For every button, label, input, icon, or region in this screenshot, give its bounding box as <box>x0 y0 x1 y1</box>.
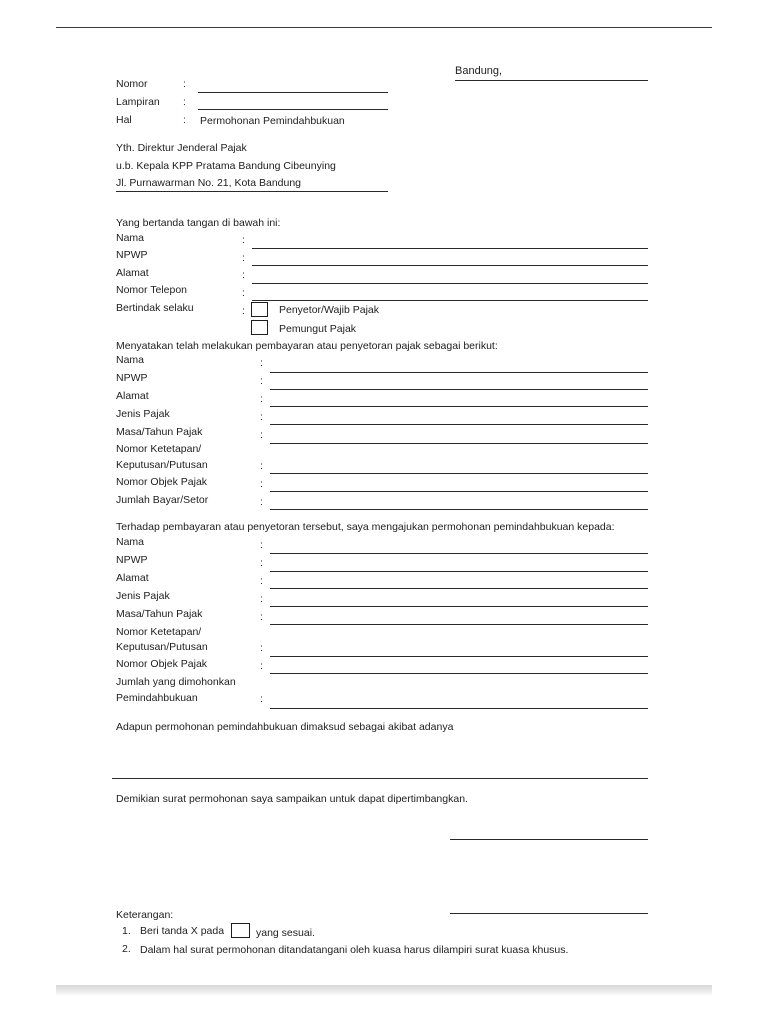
hal-value: Permohonan Pemindahbukuan <box>200 115 345 127</box>
s1-alamat-label: Alamat <box>116 267 149 279</box>
nomor-label: Nomor <box>116 78 148 90</box>
recipient-line2: u.b. Kepala KPP Pratama Bandung Cibeunying <box>116 160 336 172</box>
s2-alamat-label: Alamat <box>116 390 149 402</box>
s3-npwp-line[interactable] <box>270 571 648 572</box>
s3-jumlah-label2: Pemindahbukuan <box>116 692 198 704</box>
recipient-underline <box>116 191 388 192</box>
signature-line-1[interactable] <box>450 839 648 840</box>
s2-objek-line[interactable] <box>270 491 648 492</box>
s2-ketetapan-label: Nomor Ketetapan/ <box>116 443 202 455</box>
s3-alamat-colon: : <box>260 575 263 587</box>
s3-alamat-label: Alamat <box>116 572 149 584</box>
s1-alamat-colon: : <box>242 269 245 281</box>
s2-ketetapan-line[interactable] <box>270 473 648 474</box>
s1-bertindak-colon: : <box>242 305 245 317</box>
s3-ketetapan-line[interactable] <box>270 656 648 657</box>
date-line[interactable] <box>455 80 648 81</box>
hal-colon: : <box>183 114 186 126</box>
s1-telepon-label: Nomor Telepon <box>116 284 188 296</box>
s3-nama-line[interactable] <box>270 553 648 554</box>
notes-title: Keterangan: <box>116 909 174 921</box>
s1-telepon-colon: : <box>242 287 245 299</box>
option-penyetor-label: Penyetor/Wajib Pajak <box>279 304 379 316</box>
s2-ketetapan-colon: : <box>260 460 263 472</box>
notes-item2-text: Dalam hal surat permohonan ditandatangani oleh kuasa harus dilampiri surat kuasa khusus. <box>140 944 569 956</box>
s2-npwp-label: NPWP <box>116 372 148 384</box>
signature-line-2[interactable] <box>450 913 648 914</box>
s2-ketetapan-label2: Keputusan/Putusan <box>116 459 208 471</box>
s3-jenis-line[interactable] <box>270 606 648 607</box>
s3-jumlah-line[interactable] <box>270 708 648 709</box>
s2-objek-label: Nomor Objek Pajak <box>116 476 208 488</box>
notes-item1-num: 1. <box>122 925 131 937</box>
s1-npwp-label: NPWP <box>116 249 148 261</box>
s1-nama-line[interactable] <box>252 248 648 249</box>
nomor-colon: : <box>183 78 186 90</box>
s3-jenis-colon: : <box>260 593 263 605</box>
checkbox-penyetor[interactable] <box>251 302 268 317</box>
s2-nama-line[interactable] <box>270 372 648 373</box>
s3-npwp-colon: : <box>260 557 263 569</box>
notes-item2-num: 2. <box>122 943 131 955</box>
lampiran-line[interactable] <box>198 109 388 110</box>
s1-nama-label: Nama <box>116 232 145 244</box>
reason-line[interactable] <box>112 778 648 779</box>
scan-bottom-edge <box>56 985 712 996</box>
s1-bertindak-label: Bertindak selaku <box>116 302 194 314</box>
s3-alamat-line[interactable] <box>270 588 648 589</box>
s2-nama-label: Nama <box>116 354 145 366</box>
s3-jumlah-label: Jumlah yang dimohonkan <box>116 676 236 688</box>
city-label: Bandung, <box>455 65 503 77</box>
s2-objek-colon: : <box>260 478 263 490</box>
lampiran-label: Lampiran <box>116 96 160 108</box>
nomor-line[interactable] <box>198 92 388 93</box>
s3-masa-colon: : <box>260 611 263 623</box>
s2-jumlah-label: Jumlah Bayar/Setor <box>116 494 209 506</box>
option-pemungut-label: Pemungut Pajak <box>279 323 357 335</box>
s3-objek-line[interactable] <box>270 673 648 674</box>
section3-intro: Terhadap pembayaran atau penyetoran tersebut, saya mengajukan permohonan pemindahbukuan kepada: <box>116 521 615 533</box>
lampiran-colon: : <box>183 96 186 108</box>
s3-ketetapan-label2: Keputusan/Putusan <box>116 641 208 653</box>
s3-npwp-label: NPWP <box>116 554 148 566</box>
s3-objek-colon: : <box>260 660 263 672</box>
s2-npwp-colon: : <box>260 375 263 387</box>
reason-text: Adapun permohonan pemindahbukuan dimaksud sebagai akibat adanya <box>116 721 454 733</box>
s3-objek-label: Nomor Objek Pajak <box>116 658 208 670</box>
section1-intro: Yang bertanda tangan di bawah ini: <box>116 217 281 229</box>
s1-alamat-line[interactable] <box>252 283 648 284</box>
s2-jenis-label: Jenis Pajak <box>116 408 170 420</box>
s2-jenis-colon: : <box>260 411 263 423</box>
s3-ketetapan-colon: : <box>260 642 263 654</box>
s2-masa-line[interactable] <box>270 443 648 444</box>
section2-intro: Menyatakan telah melakukan pembayaran atau penyetoran pajak sebagai berikut: <box>116 340 498 352</box>
recipient-line1: Yth. Direktur Jenderal Pajak <box>116 142 247 154</box>
hal-label: Hal <box>116 114 132 126</box>
closing-text: Demikian surat permohonan saya sampaikan untuk dapat dipertimbangkan. <box>116 793 468 805</box>
notes-item1-before: Beri tanda X pada <box>140 925 225 937</box>
s2-nama-colon: : <box>260 357 263 369</box>
s1-telepon-line[interactable] <box>252 300 648 301</box>
s2-masa-label: Masa/Tahun Pajak <box>116 426 203 438</box>
s3-nama-colon: : <box>260 539 263 551</box>
s2-jumlah-line[interactable] <box>270 509 648 510</box>
s1-npwp-colon: : <box>242 252 245 264</box>
s2-jumlah-colon: : <box>260 496 263 508</box>
notes-item1-after: yang sesuai. <box>256 927 315 939</box>
s1-nama-colon: : <box>242 234 245 246</box>
s1-npwp-line[interactable] <box>252 265 648 266</box>
s3-masa-line[interactable] <box>270 624 648 625</box>
s3-nama-label: Nama <box>116 536 145 548</box>
s2-alamat-line[interactable] <box>270 406 648 407</box>
s3-jenis-label: Jenis Pajak <box>116 590 170 602</box>
recipient-line3: Jl. Purnawarman No. 21, Kota Bandung <box>116 177 302 189</box>
notes-sample-checkbox <box>231 923 250 938</box>
s2-masa-colon: : <box>260 429 263 441</box>
top-rule <box>56 27 712 28</box>
s2-jenis-line[interactable] <box>270 424 648 425</box>
s2-npwp-line[interactable] <box>270 389 648 390</box>
checkbox-pemungut[interactable] <box>251 320 268 335</box>
s3-ketetapan-label: Nomor Ketetapan/ <box>116 626 202 638</box>
s2-alamat-colon: : <box>260 393 263 405</box>
s3-jumlah-colon: : <box>260 693 263 705</box>
s3-masa-label: Masa/Tahun Pajak <box>116 608 203 620</box>
